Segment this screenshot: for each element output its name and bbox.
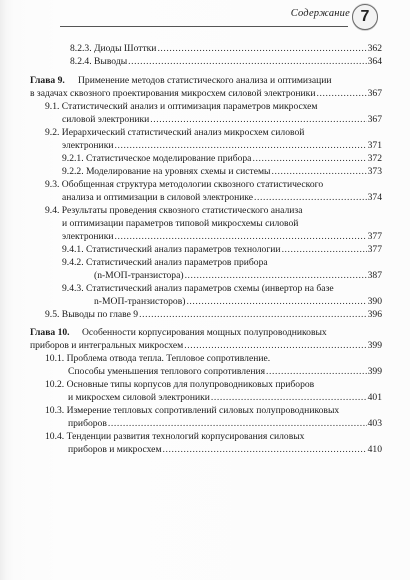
dot-leader: [115, 231, 367, 242]
toc-entry-10-2-line-1[interactable]: 10.2. Основные типы корпусов для полупроводниковых приборов: [45, 379, 315, 390]
dot-leader: [157, 43, 366, 54]
toc-entry-page: 364: [367, 56, 382, 67]
chapter-9-title-line-1[interactable]: Применение методов статистического анализа и оптимизации: [78, 75, 332, 86]
toc-entry-title: 8.2.4. Выводы: [70, 56, 128, 67]
chapter-10-title-line-2: приборов и интегральных микросхем: [30, 340, 184, 351]
toc-entry-9-3[interactable]: [62, 192, 382, 203]
toc-entry-9-4-3-line-1[interactable]: 9.4.3. Статистический анализ параметров схемы (инвертор на базе: [62, 283, 334, 294]
dot-leader: [211, 392, 367, 403]
toc-entry-title: анализа и оптимизации в силовой электронике: [62, 192, 254, 203]
toc-entry-title: 9.4.1. Статистический анализ параметров технологии: [62, 244, 281, 255]
toc-entry-page: 387: [367, 270, 382, 281]
toc-entry-9-3-line-1[interactable]: 9.3. Обобщенная структура методологии сквозного статистического: [45, 179, 324, 190]
dot-leader: [282, 244, 367, 255]
toc-entry-page: 401: [367, 392, 382, 403]
toc-entry-page: 367: [367, 114, 382, 125]
toc-entry-page: 377: [367, 244, 382, 255]
toc-entry-page: 371: [367, 140, 382, 151]
toc-entry-title: приборов: [68, 418, 107, 429]
dot-leader: [115, 140, 367, 151]
toc-entry-9-4-1[interactable]: [62, 244, 382, 255]
page-number: 7: [360, 8, 370, 25]
toc-entry-9-2-line-1[interactable]: 9.2. Иерархический статистический анализ микросхем силовой: [45, 127, 305, 138]
toc-entry-10-1[interactable]: [68, 366, 382, 377]
running-header-title: Содержание: [290, 8, 350, 19]
toc-entry-10-3-line-1[interactable]: 10.3. Измерение тепловых сопротивлений силовых полупроводниковых: [45, 405, 340, 416]
page-number-badge: [352, 4, 378, 30]
toc-entry-page: 403: [367, 418, 382, 429]
toc-entry-title: электроники: [62, 231, 114, 242]
toc-entry-title: 9.2.1. Статистическое моделирование прибора: [62, 153, 252, 164]
chapter-10-entry[interactable]: [30, 340, 382, 351]
toc-entry-9-4[interactable]: [62, 231, 382, 242]
toc-entry-page: 372: [367, 153, 382, 164]
dot-leader: [254, 192, 367, 203]
toc-entry-9-2[interactable]: [62, 140, 382, 151]
toc-entry-title: n-МОП-транзисторов): [94, 296, 186, 307]
chapter-10-title-line-1[interactable]: Особенности корпусирования мощных полупроводниковых: [82, 327, 327, 338]
toc-entry-10-1-line-1[interactable]: 10.1. Проблема отвода тепла. Тепловое сопротивление.: [45, 353, 271, 364]
dot-leader: [316, 88, 366, 99]
toc-entry-8-2-4[interactable]: [70, 56, 382, 67]
toc-entry-page: 399: [367, 340, 382, 351]
toc-entry-title: (n-МОП-транзистора): [94, 270, 184, 281]
toc-entry-page: 410: [367, 444, 382, 455]
toc-entry-title: 9.2.2. Моделирование на уровнях схемы и системы: [62, 166, 271, 177]
dot-leader: [163, 444, 367, 455]
chapter-9-title-line-2: в задачах сквозного проектирования микросхем силовой электроники: [30, 88, 316, 99]
toc-entry-page: 399: [367, 366, 382, 377]
toc-entry-10-3[interactable]: [68, 418, 382, 429]
toc-entry-9-1-line-1[interactable]: 9.1. Статистический анализ и оптимизация параметров микросхем: [45, 101, 318, 112]
dot-leader: [108, 418, 367, 429]
toc-entry-title: Способы уменьшения теплового сопротивления: [68, 366, 266, 377]
toc-entry-title: 9.5. Выводы по главе 9: [45, 309, 139, 320]
dot-leader: [184, 340, 366, 351]
header-rule: [60, 26, 348, 27]
toc-entry-page: 396: [367, 309, 382, 320]
chapter-9-entry[interactable]: [30, 88, 382, 99]
toc-entry-page: 373: [367, 166, 382, 177]
toc-entry-9-2-1[interactable]: [62, 153, 382, 164]
toc-entry-10-4[interactable]: [68, 444, 382, 455]
dot-leader: [139, 309, 367, 320]
toc-entry-title: и микросхем силовой электроники: [68, 392, 210, 403]
dot-leader: [252, 153, 366, 164]
chapter-10-label[interactable]: Глава 10.: [30, 327, 70, 338]
toc-entry-page: 390: [367, 296, 382, 307]
toc-entry-page: 377: [367, 231, 382, 242]
dot-leader: [266, 366, 367, 377]
toc-entry-title: электроники: [62, 140, 114, 151]
toc-entry-page: 362: [367, 43, 382, 54]
toc-entry-8-2-3[interactable]: [70, 43, 382, 54]
toc-entry-9-4-2[interactable]: [94, 270, 382, 281]
toc-entry-9-4-2-line-1[interactable]: 9.4.2. Статистический анализ параметров прибора: [62, 257, 268, 268]
toc-entry-title: приборов и микросхем: [68, 444, 162, 455]
toc-entry-9-1[interactable]: [62, 114, 382, 125]
chapter-9-label[interactable]: Глава 9.: [30, 75, 65, 86]
toc-entry-page: 367: [367, 88, 382, 99]
toc-entry-title: 8.2.3. Диоды Шоттки: [70, 43, 157, 54]
toc-entry-10-2[interactable]: [68, 392, 382, 403]
dot-leader: [185, 270, 367, 281]
toc-entry-9-2-2[interactable]: [62, 166, 382, 177]
dot-leader: [150, 114, 366, 125]
toc-entry-10-4-line-1[interactable]: 10.4. Тенденции развития технологий корпусирования силовых: [45, 431, 305, 442]
toc-entry-9-4-line-1[interactable]: 9.4. Результаты проведения сквозного статистического анализа: [45, 205, 303, 216]
toc-entry-9-4-line-2[interactable]: и оптимизации параметров типовой микросхемы силовой: [62, 218, 299, 229]
dot-leader: [128, 56, 366, 67]
toc-entry-page: 374: [367, 192, 382, 203]
toc-entry-9-4-3[interactable]: [94, 296, 382, 307]
dot-leader: [186, 296, 366, 307]
toc-entry-title: силовой электроники: [62, 114, 150, 125]
toc-entry-9-5[interactable]: [45, 309, 382, 320]
dot-leader: [272, 166, 367, 177]
